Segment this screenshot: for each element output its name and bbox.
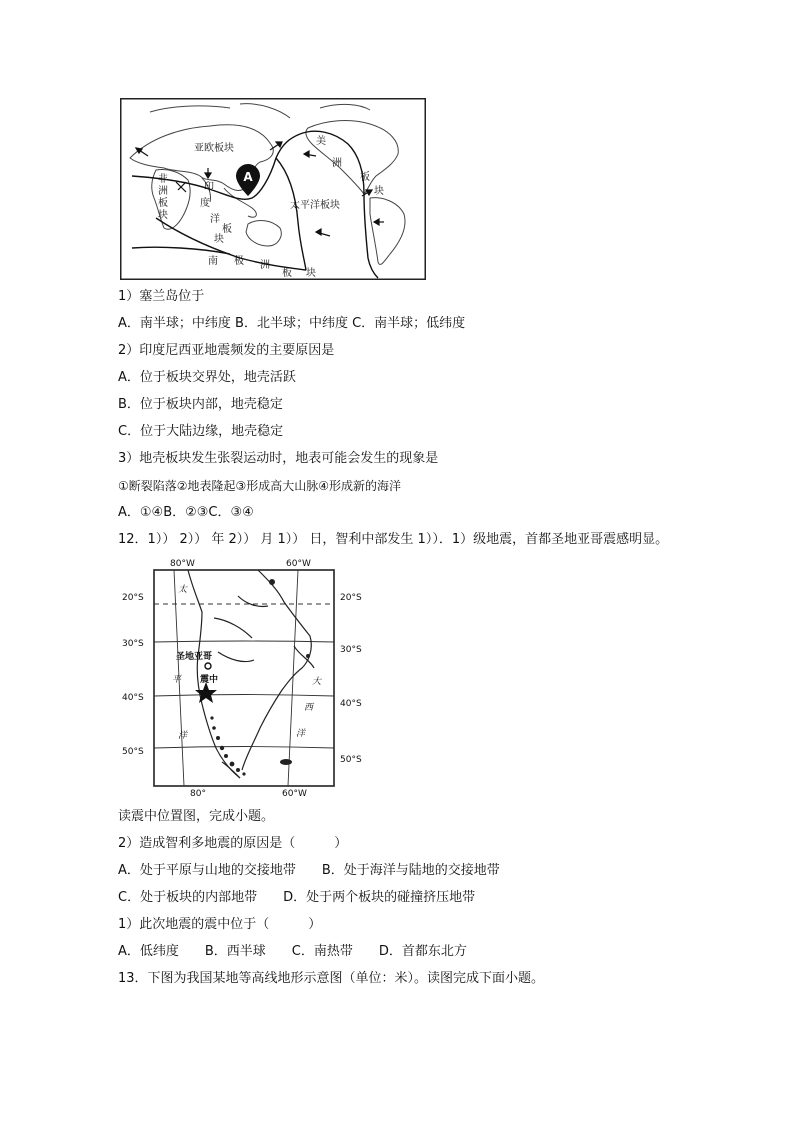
- lon-bottom-60: 60°W: [282, 789, 307, 796]
- q12-sub1: 1）此次地震的震中位于（ ）: [118, 917, 322, 932]
- city-label: 圣地亚哥: [176, 652, 213, 662]
- ocean-left-3: 洋: [178, 731, 188, 741]
- q11-sub3: 3）地壳板块发生张裂运动时，地表可能会发生的现象是: [118, 451, 439, 466]
- eurasia-plate-label: 亚欧板块: [194, 143, 234, 154]
- america-plate-char-2: 洲: [332, 158, 342, 169]
- q11-sub1: 1）塞兰岛位于: [118, 289, 205, 304]
- ocean-left-2: 平: [172, 675, 182, 685]
- plate-map: [120, 98, 426, 280]
- q11-sub2-option-a: A．位于板块交界处，地壳活跃: [118, 370, 296, 385]
- q11-sub1-options: A．南半球；中纬度 B．北半球；中纬度 C．南半球；低纬度: [118, 316, 466, 331]
- ocean-right-1: 大: [312, 677, 322, 687]
- q12-sub1-options: A．低纬度 B．西半球 C．南热带 D．首都东北方: [118, 944, 467, 959]
- chile-epicenter-map: [118, 556, 370, 796]
- pacific-plate-label: 太平洋板块: [290, 200, 340, 211]
- america-plate-char-3: 板: [360, 172, 370, 183]
- q11-sub3-options: A．①④B．②③C．③④: [118, 505, 254, 520]
- africa-plate-char-1: 非: [158, 174, 168, 185]
- lat-left-40: 40°S: [122, 693, 144, 703]
- q13-intro: 13．下图为我国某地等高线地形示意图（单位：米）。读图完成下面小题。: [118, 971, 545, 986]
- ocean-left-1: 太: [178, 585, 188, 595]
- america-plate-char-1: 美: [316, 136, 326, 147]
- lat-right-20: 20°S: [340, 593, 362, 603]
- antarctic-plate-char-1: 南: [208, 256, 218, 267]
- india-plate-char-3: 洋: [210, 214, 220, 225]
- india-plate-char-5: 块: [214, 234, 224, 245]
- ocean-right-3: 洋: [296, 729, 306, 739]
- q11-sub2-option-c: C．位于大陆边缘，地壳稳定: [118, 424, 284, 439]
- africa-plate-char-4: 块: [158, 210, 168, 221]
- india-plate-char-1: 印: [204, 182, 214, 193]
- q11-sub2-option-b: B．位于板块内部，地壳稳定: [118, 397, 283, 412]
- q12-sub2-options-ab: A．处于平原与山地的交接地带 B．处于海洋与陆地的交接地带: [118, 863, 500, 878]
- lon-top-80: 80°W: [170, 559, 195, 569]
- lat-left-20: 20°S: [122, 593, 144, 603]
- antarctic-plate-char-3: 洲: [260, 260, 270, 271]
- lat-left-50: 50°S: [122, 747, 144, 757]
- epicenter-label: 震中: [200, 675, 219, 685]
- antarctic-plate-char-5: 块: [306, 268, 316, 279]
- lon-top-60: 60°W: [286, 559, 311, 569]
- q12-sub2-options-cd: C．处于板块的内部地带 D．处于两个板块的碰撞挤压地带: [118, 890, 476, 905]
- india-plate-char-4: 板: [222, 224, 232, 235]
- antarctic-plate-char-4: 板: [282, 268, 292, 279]
- q11-sub3-items: ①断裂陷落②地表隆起③形成高大山脉④形成新的海洋: [118, 479, 402, 493]
- antarctic-plate-char-2: 极: [234, 256, 244, 267]
- africa-plate-char-3: 板: [158, 198, 168, 209]
- q12-sub2: 2）造成智利多地震的原因是（ ）: [118, 836, 348, 851]
- svg-text:A: A: [243, 170, 253, 184]
- lat-left-30: 30°S: [122, 639, 144, 649]
- india-plate-char-2: 度: [200, 198, 210, 209]
- q11-sub2: 2）印度尼西亚地震频发的主要原因是: [118, 343, 335, 358]
- lat-right-50: 50°S: [340, 755, 362, 765]
- ocean-right-2: 西: [304, 703, 314, 713]
- africa-plate-char-2: 洲: [158, 186, 168, 197]
- lat-right-40: 40°S: [340, 699, 362, 709]
- q12-intro: 12．1）） 2）） 年 2）） 月 1）） 日，智利中部发生 1））．1）级地震，首都圣地亚哥震感明显。: [118, 532, 669, 547]
- q12-read: 读震中位置图，完成小题。: [118, 809, 275, 824]
- america-plate-char-4: 块: [374, 186, 384, 197]
- lon-bottom-80: 80°: [190, 789, 206, 796]
- lat-right-30: 30°S: [340, 645, 362, 655]
